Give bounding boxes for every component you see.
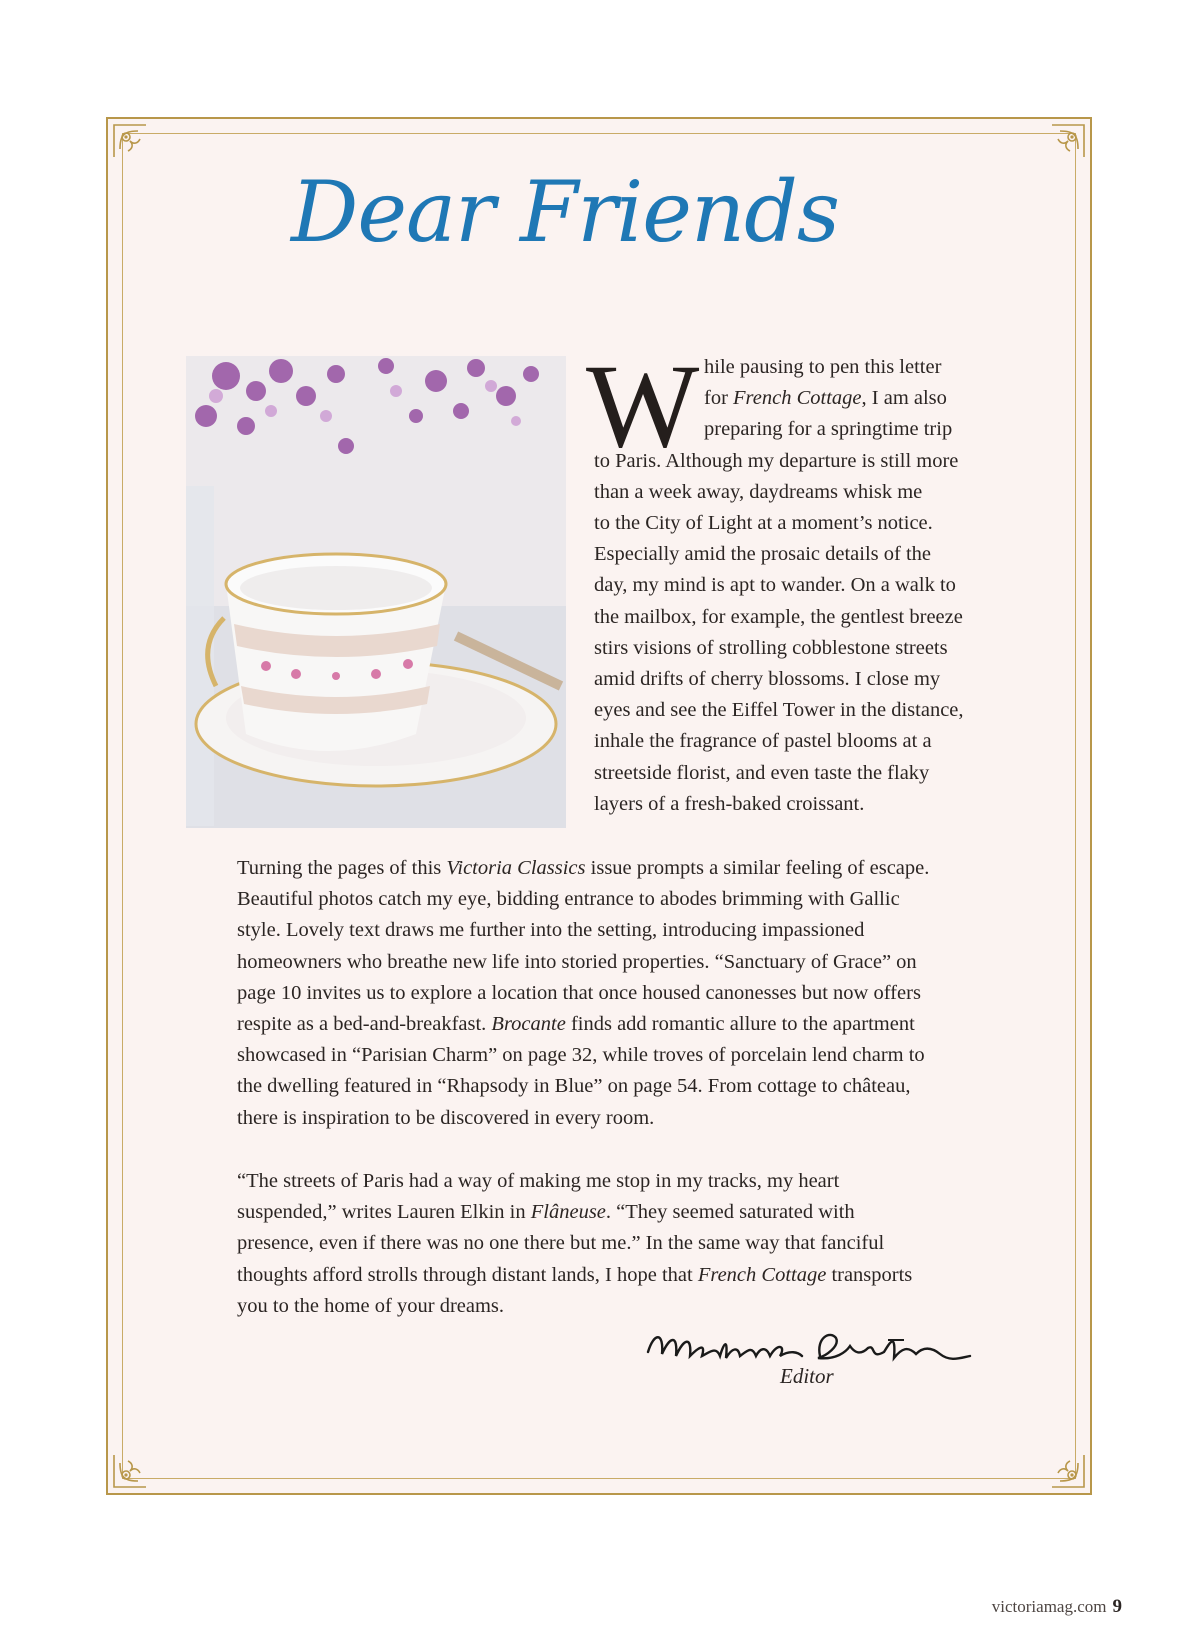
corner-ornament-icon [110, 121, 150, 161]
corner-ornament-icon [110, 1451, 150, 1491]
letter-paragraph: “The streets of Paris had a way of making me stop in my tracks, my heart suspended,” writes Lauren Elkin in Flâneuse. “They seemed saturated with presence, even if there was no one there but me.” In the same way that fanciful thoughts afford strolls through distant lands, I hope that French Cottage transports you to the home of your dreams. [237, 1170, 913, 1317]
corner-ornament-icon [1048, 121, 1088, 161]
page-number: 9 [1112, 1596, 1122, 1617]
teacup-photo [186, 356, 566, 828]
page-title [240, 163, 890, 261]
corner-ornament-icon [1048, 1451, 1088, 1491]
letter-paragraph: Turning the pages of this Victoria Classics issue prompts a similar feeling of escape. Beautiful photos catch my eye, bidding entrance to abodes brimming with Gallic style. Lovely text draws me further into the setting, introducing impassioned homeowners who breathe new life into storied properties. “Sanctuary of Grace” on page 10 invites us to explore a location that once housed canonesses but now offers respite as a bed-and-breakfast. Brocante finds add romantic allure to the apartment showcased in “Parisian Charm” on page 32, while troves of porcelain lend charm to the dwelling featured in “Rhapsody in Blue” on page 54. From cottage to château, there is inspiration to be discovered in every room. [237, 857, 930, 1129]
letter-opening: hile pausing to pen this letter for French Cottage, I am also preparing for a springtime trip to Paris. Although my departure is still more than a week away, daydreams whisk me to the City of Light at a moment’s notice. Especially amid the prosaic details of the day, my mind is apt to wander. On a walk to the mailbox, for example, the gentlest breeze stirs visions of strolling cobblestone streets amid drifts of cherry blossoms. I close my eyes and see the Eiffel Tower in the distance, inhale the fragrance of pastel blooms at a streetside florist, and even taste the flaky layers of a fresh-baked croissant. [594, 356, 964, 815]
title-text: Dear Friends [291, 163, 839, 261]
drop-cap: W [586, 339, 700, 472]
page-footer [992, 1596, 1122, 1618]
editor-title: Editor [780, 1364, 834, 1388]
site-url[interactable]: victoriamag.com [991, 1597, 1107, 1616]
